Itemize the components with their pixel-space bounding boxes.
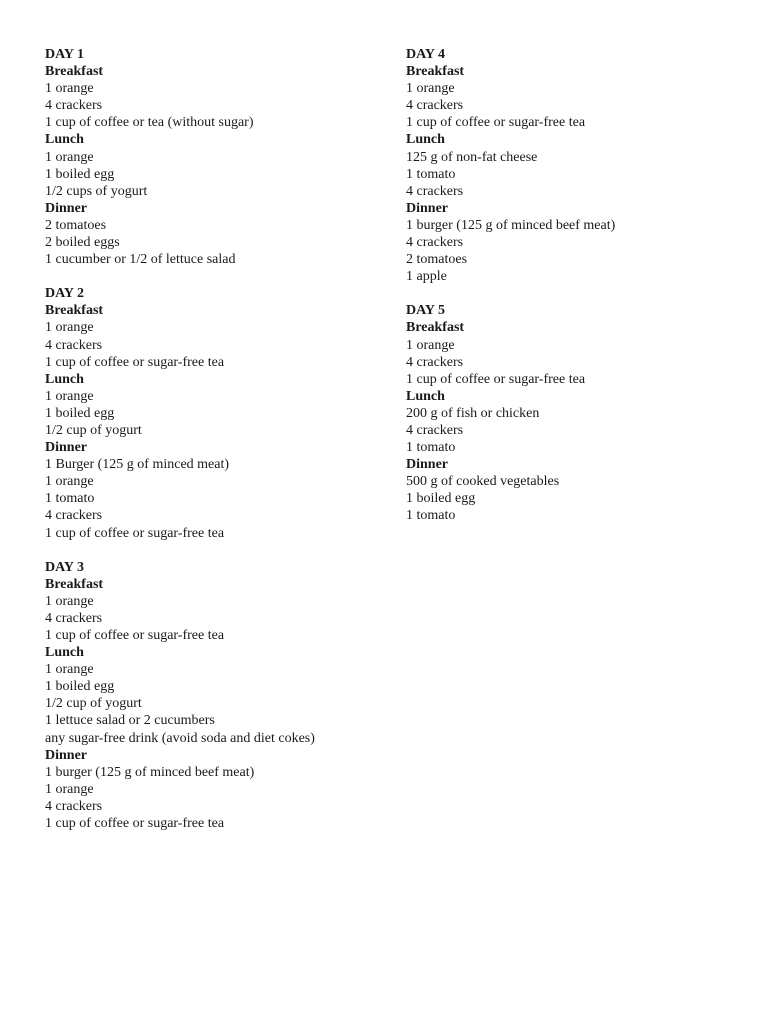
- meal-item: 125 g of non-fat cheese: [406, 149, 538, 165]
- meal-item: 1 orange: [45, 662, 94, 678]
- day-title: DAY 5: [406, 303, 446, 319]
- meal-item: 1 boiled egg: [406, 491, 476, 507]
- meal-item: 500 g of cooked vegetables: [406, 474, 560, 490]
- meal-item: 1 apple: [406, 269, 447, 285]
- meal-heading: Breakfast: [406, 64, 465, 80]
- meal-heading: Lunch: [45, 645, 84, 661]
- meal-item: any sugar-free drink (avoid soda and diet cokes): [45, 730, 315, 746]
- meal-item: 1 orange: [45, 388, 94, 404]
- meal-item: 1 tomato: [406, 508, 456, 524]
- meal-item: 4 crackers: [406, 354, 464, 370]
- meal-item: 1 cup of coffee or sugar-free tea: [45, 816, 225, 832]
- day-section: [45, 559, 385, 833]
- meal-item: 4 crackers: [45, 508, 103, 524]
- meal-item: 1 orange: [45, 781, 94, 797]
- meal-item: 4 crackers: [406, 98, 464, 114]
- meal-item: 1 cup of coffee or tea (without sugar): [45, 115, 254, 131]
- day-section: [406, 46, 746, 285]
- meal-item: 1 boiled egg: [45, 166, 115, 182]
- meal-item: 4 crackers: [45, 337, 103, 353]
- meal-heading: Breakfast: [406, 320, 465, 336]
- meal-item: 4 crackers: [406, 235, 464, 251]
- meal-item: 1 orange: [45, 474, 94, 490]
- meal-item: 1 burger (125 g of minced beef meat): [45, 764, 255, 780]
- meal-heading: Breakfast: [45, 303, 104, 319]
- day-section: [45, 46, 385, 268]
- meal-item: 200 g of fish or chicken: [406, 405, 540, 421]
- day-title: DAY 3: [45, 559, 85, 575]
- meal-heading: Dinner: [45, 747, 87, 763]
- day-section: [45, 285, 385, 541]
- meal-item: 1 Burger (125 g of minced meat): [45, 457, 230, 473]
- left-column: [45, 46, 385, 849]
- meal-heading: Dinner: [406, 457, 448, 473]
- meal-item: 1 burger (125 g of minced beef meat): [406, 217, 616, 233]
- meal-heading: Breakfast: [45, 64, 104, 80]
- meal-item: 1 tomato: [406, 166, 456, 182]
- meal-item: 1 orange: [45, 593, 94, 609]
- meal-item: 1 boiled egg: [45, 405, 115, 421]
- meal-item: 1 cucumber or 1/2 of lettuce salad: [45, 252, 236, 268]
- meal-item: 1 orange: [406, 337, 455, 353]
- day-title: DAY 4: [406, 47, 446, 62]
- meal-heading: Lunch: [45, 371, 84, 387]
- meal-item: 2 boiled eggs: [45, 235, 120, 251]
- meal-item: 1 cup of coffee or sugar-free tea: [406, 371, 586, 387]
- meal-item: 4 crackers: [406, 422, 464, 438]
- meal-item: 1 tomato: [406, 440, 456, 456]
- meal-item: 4 crackers: [406, 183, 464, 199]
- meal-item: 1/2 cup of yogurt: [45, 696, 142, 712]
- day-section: [406, 302, 746, 524]
- meal-item: 1 cup of coffee or sugar-free tea: [45, 354, 225, 370]
- meal-item: 1 tomato: [45, 491, 95, 507]
- meal-item: 1 orange: [45, 81, 94, 97]
- meal-heading: Dinner: [406, 200, 448, 216]
- meal-heading: Dinner: [45, 440, 87, 456]
- meal-item: 1 orange: [45, 149, 94, 165]
- meal-item: 1 cup of coffee or sugar-free tea: [45, 628, 225, 643]
- meal-item: 1 cup of coffee or sugar-free tea: [45, 525, 225, 541]
- meal-item: 1 orange: [45, 320, 94, 336]
- meal-item: 4 crackers: [45, 610, 103, 626]
- meal-item: 1/2 cups of yogurt: [45, 183, 148, 199]
- meal-heading: Breakfast: [45, 576, 104, 592]
- meal-item: 1/2 cup of yogurt: [45, 422, 142, 438]
- meal-item: 4 crackers: [45, 798, 103, 814]
- meal-heading: Lunch: [406, 132, 445, 148]
- meal-item: 1 cup of coffee or sugar-free tea: [406, 115, 586, 131]
- meal-heading: Dinner: [45, 200, 87, 216]
- meal-item: 2 tomatoes: [406, 252, 468, 268]
- right-column: [406, 46, 746, 542]
- meal-heading: Lunch: [45, 132, 84, 148]
- meal-item: 2 tomatoes: [45, 217, 107, 233]
- meal-item: 1 lettuce salad or 2 cucumbers: [45, 713, 215, 729]
- meal-heading: Lunch: [406, 388, 445, 404]
- day-title: DAY 2: [45, 286, 85, 302]
- meal-item: 1 boiled egg: [45, 679, 115, 695]
- day-title: DAY 1: [45, 47, 85, 62]
- meal-item: 1 orange: [406, 81, 455, 97]
- meal-item: 4 crackers: [45, 98, 103, 114]
